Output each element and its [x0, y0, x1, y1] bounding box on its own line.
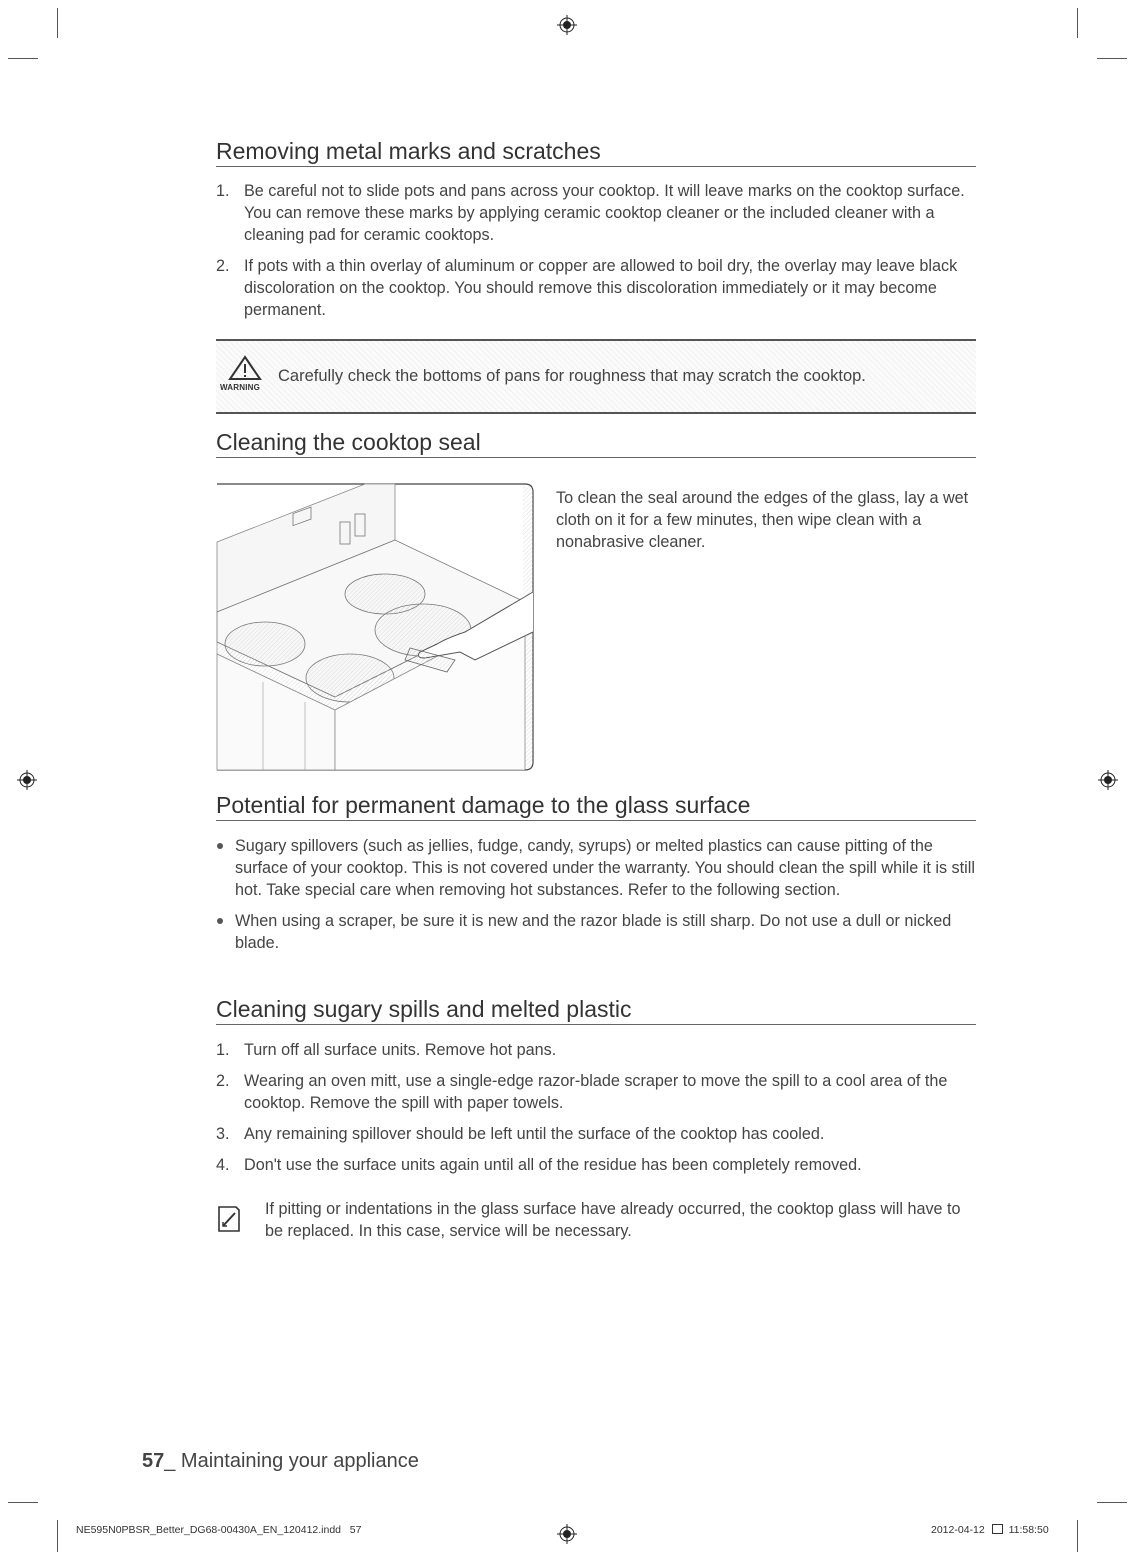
- section-title-permanent-damage: Potential for permanent damage to the glass surface: [216, 792, 976, 821]
- warning-label: WARNING: [220, 383, 261, 392]
- list-item: 2. If pots with a thin overlay of aluminum or copper are allowed to boil dry, the overlay may leave black discoloration on the cooktop. You should remove this discoloration immediately or it may become permanent.: [216, 257, 958, 319]
- permanent-damage-bullets: [216, 835, 976, 963]
- crop-mark: [8, 58, 38, 59]
- section-title-cooktop-seal: Cleaning the cooktop seal: [216, 429, 976, 458]
- crop-mark: [8, 1502, 38, 1503]
- file-slug: NE595N0PBSR_Better_DG68-00430A_EN_120412.indd 57: [76, 1524, 362, 1536]
- note-text: If pitting or indentations in the glass surface have already occurred, the cooktop glass will have to be replaced. In this case, service will be necessary.: [265, 1200, 961, 1240]
- warning-triangle-icon: [228, 355, 262, 381]
- clock-icon: [992, 1524, 1003, 1534]
- crop-mark: [1077, 1520, 1078, 1552]
- registration-mark-icon: [557, 1524, 577, 1544]
- list-item: 4. Don't use the surface units again until all of the residue has been completely removed.: [216, 1156, 862, 1174]
- sugary-spills-steps: [216, 1039, 976, 1185]
- registration-mark-icon: [557, 15, 577, 35]
- cooktop-seal-text: To clean the seal around the edges of the glass, lay a wet cloth on it for a few minutes, then wipe clean with a nonabrasive cleaner.: [556, 489, 969, 551]
- section-title-sugary-spills: Cleaning sugary spills and melted plastic: [216, 996, 976, 1025]
- crop-mark: [57, 1520, 58, 1552]
- list-item: 3. Any remaining spillover should be left until the surface of the cooktop has cooled.: [216, 1125, 825, 1143]
- list-item: Sugary spillovers (such as jellies, fudge, candy, syrups) or melted plastics can cause pitting of the surface of your cooktop. This is not covered under the warranty. You should clean the spill while it is still hot. Take special care when removing hot substances. Refer to the following section.: [216, 835, 976, 901]
- page-footer-label: _ Maintaining your appliance: [164, 1450, 419, 1472]
- section-title-metal-marks: Removing metal marks and scratches: [216, 138, 976, 167]
- list-item: 1. Turn off all surface units. Remove hot pans.: [216, 1041, 557, 1059]
- note-pencil-icon: [216, 1204, 242, 1234]
- crop-mark: [1097, 58, 1127, 59]
- cooktop-seal-illustration: [215, 482, 537, 774]
- registration-mark-icon: [17, 770, 37, 790]
- date-slug: 2012-04-12 11:58:50: [931, 1524, 1049, 1536]
- registration-mark-icon: [1098, 770, 1118, 790]
- list-item: 1. Be careful not to slide pots and pans across your cooktop. It will leave marks on the cooktop surface. You can remove these marks by applying ceramic cooktop cleaner or the included cleaner with a cleaning pad for ceramic cooktops.: [216, 182, 965, 244]
- list-item: When using a scraper, be sure it is new and the razor blade is still sharp. Do not use a dull or nicked blade.: [216, 910, 976, 954]
- warning-box: [216, 339, 976, 414]
- metal-marks-steps: [216, 180, 976, 330]
- crop-mark: [1097, 1502, 1127, 1503]
- warning-text: Carefully check the bottoms of pans for roughness that may scratch the cooktop.: [278, 367, 866, 385]
- crop-mark: [1077, 8, 1078, 38]
- page-number: 57: [142, 1450, 165, 1472]
- list-item: 2. Wearing an oven mitt, use a single-edge razor-blade scraper to move the spill to a cool area of the cooktop. Remove the spill with paper towels.: [216, 1072, 948, 1112]
- crop-mark: [57, 8, 58, 38]
- page-footer-title: [142, 1450, 419, 1473]
